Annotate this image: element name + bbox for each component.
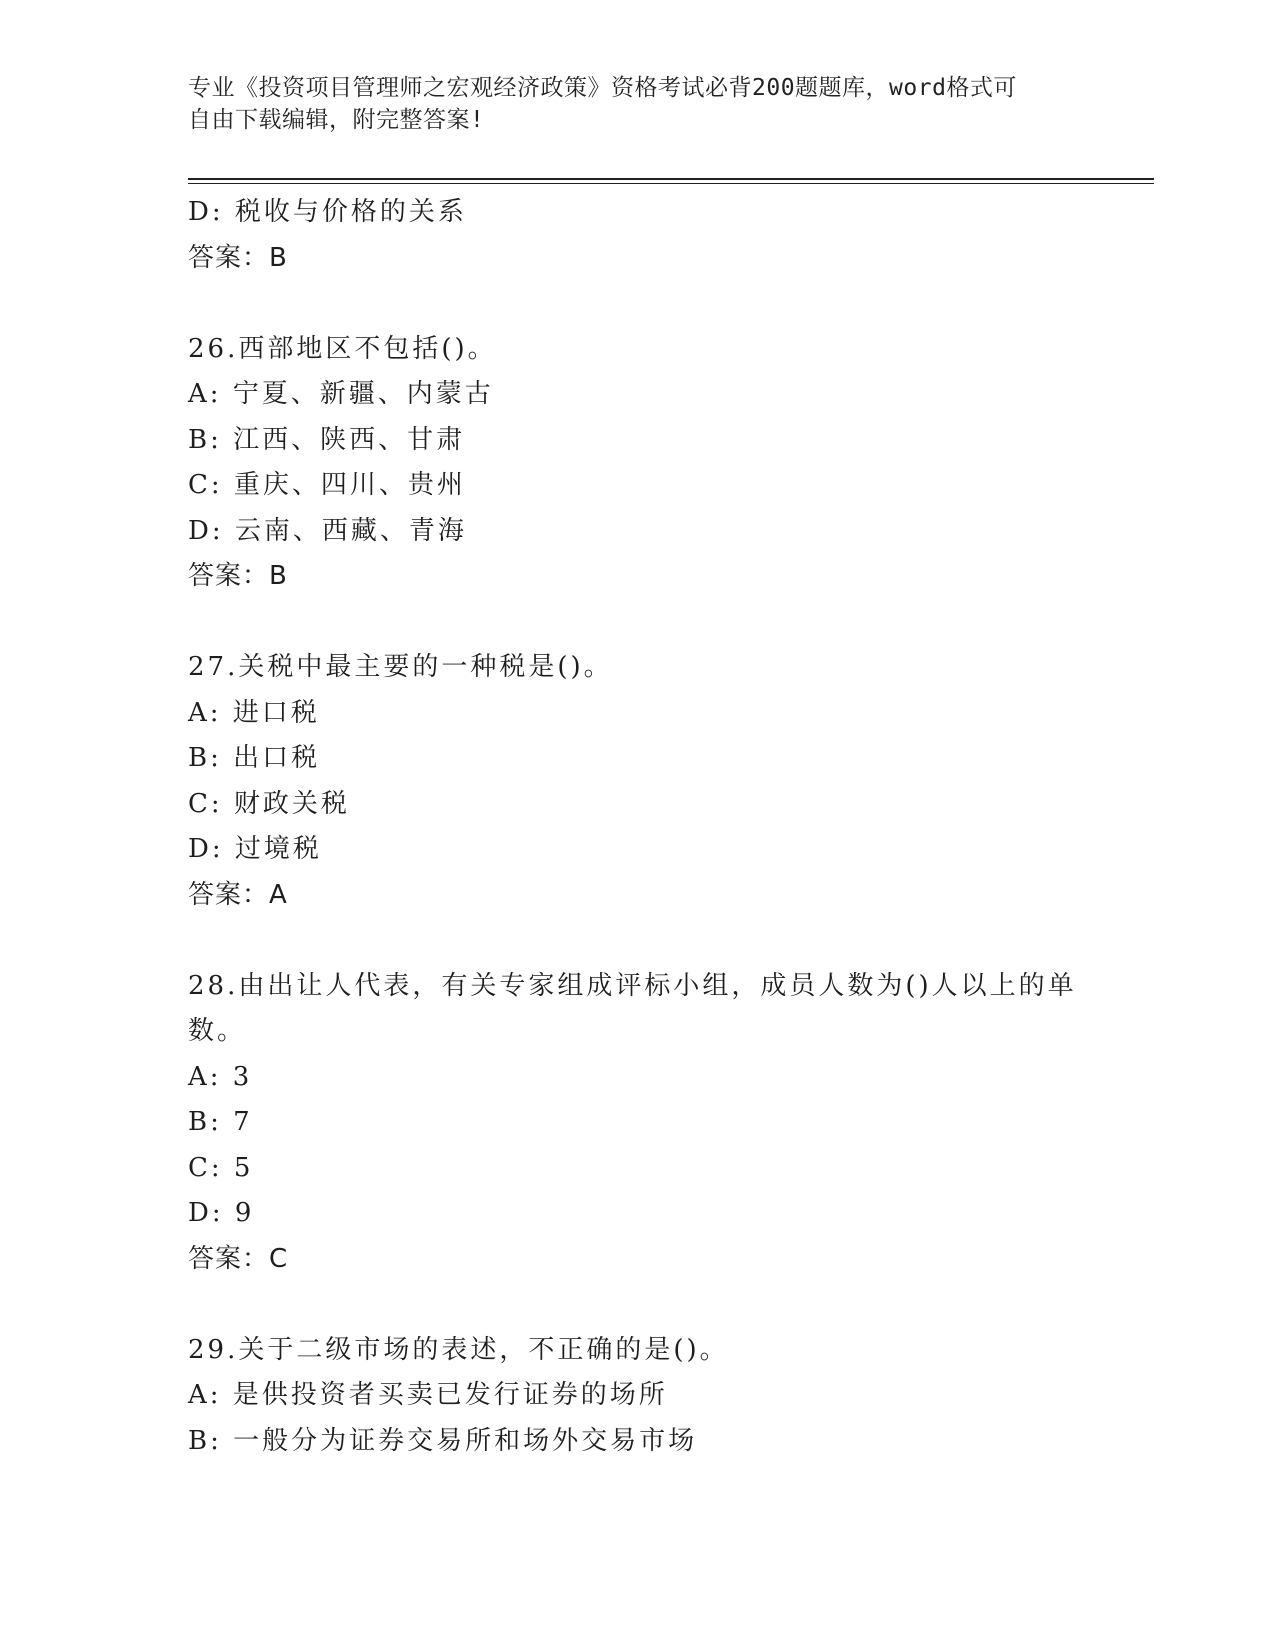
header-line-1: 专业《投资项目管理师之宏观经济政策》资格考试必背200题题库，word格式可 [188, 75, 1017, 101]
spacer [188, 1282, 1088, 1328]
q27-option-d: D: 过境税 [188, 834, 322, 864]
q28-option-b: B: 7 [188, 1107, 253, 1137]
q27-option-c: C: 财政关税 [188, 788, 350, 819]
q27-option-b: B: 出口税 [188, 743, 321, 773]
q28-stem-line-2: 数。 [188, 1016, 247, 1046]
q26-option-a: A: 宁夏、新疆、内蒙古 [188, 379, 494, 409]
spacer [188, 600, 1088, 646]
q27-answer: 答案：A [188, 879, 288, 910]
q28-option-c: C: 5 [188, 1152, 254, 1183]
q28-stem-line-1: 28.由出让人代表，有关专家组成评标小组，成员人数为()人以上的单 [188, 970, 1077, 1001]
q26-answer: 答案：B [188, 561, 288, 591]
q29-stem: 29.关于二级市场的表述，不正确的是()。 [188, 1334, 729, 1365]
spacer [188, 281, 1088, 327]
header-rule-thick [188, 178, 1154, 180]
q26-option-b: B: 江西、陕西、甘肃 [188, 424, 466, 455]
q29-option-a: A: 是供投资者买卖已发行证券的场所 [188, 1380, 668, 1410]
prev-option-d: D: 税收与价格的关系 [188, 197, 467, 227]
q27-option-a: A: 进口税 [188, 697, 320, 728]
spacer [188, 918, 1088, 964]
prev-answer: 答案：B [188, 242, 288, 273]
header-line-2: 自由下载编辑，附完整答案! [188, 107, 485, 133]
document-header [188, 72, 1078, 136]
q28-option-d: D: 9 [188, 1198, 255, 1228]
q28-option-a: A: 3 [188, 1061, 253, 1092]
q27-stem: 27.关税中最主要的一种税是()。 [188, 652, 613, 682]
question-list [188, 190, 1088, 1464]
q29-option-b: B: 一般分为证券交易所和场外交易市场 [188, 1425, 698, 1456]
q26-option-d: D: 云南、西藏、青海 [188, 515, 467, 546]
q26-option-c: C: 重庆、四川、贵州 [188, 470, 466, 500]
header-rule-thin [188, 183, 1154, 184]
q26-stem: 26.西部地区不包括()。 [188, 333, 497, 364]
q28-answer: 答案：C [188, 1243, 289, 1274]
